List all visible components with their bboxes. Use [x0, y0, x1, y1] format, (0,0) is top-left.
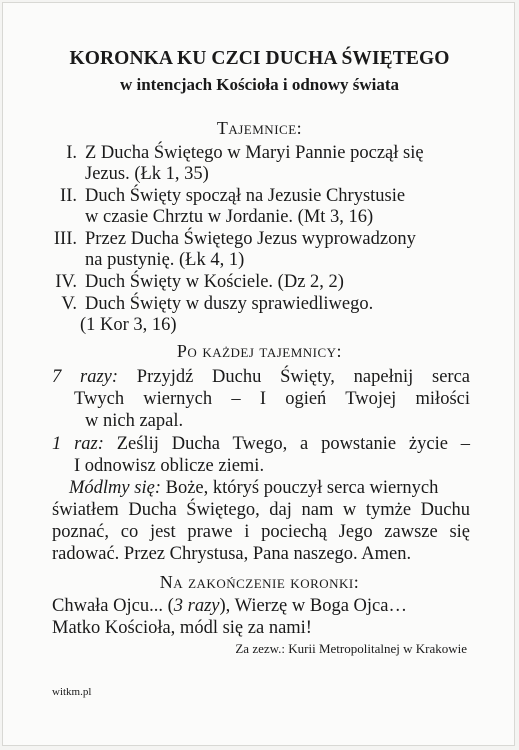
mystery-text: Z Ducha Świętego w Maryi Pannie począł się	[85, 143, 424, 163]
ending-line-2: Matko Kościoła, módl się za nami!	[52, 618, 312, 638]
mystery-number: I.	[66, 143, 77, 163]
prayer-line-3: poznać, co jest prawe i pociechą Jego zawsze się	[52, 522, 470, 542]
after-each-heading: Po każdej tajemnicy:	[176, 341, 343, 361]
prayer-label: Módlmy się	[69, 478, 155, 498]
one-time-line: 1 raz: Ześlij Ducha Twego, a powstanie życie –	[52, 434, 471, 454]
footer-url: witkm.pl	[52, 686, 92, 698]
ending-heading: Na zakończenie koronki:	[159, 572, 360, 592]
page-title: KORONKA KU CZCI DUCHA ŚWIĘTEGO	[69, 48, 450, 69]
mystery-text: Duch Święty w Kościele. (Dz 2, 2)	[85, 272, 344, 292]
prayer-text: Boże, któryś pouczył serca wiernych	[165, 478, 439, 498]
mysteries-heading: Tajemnice:	[216, 118, 303, 138]
prayer-line-4: radować. Przez Chrystusa, Pana naszego. Amen.	[52, 544, 412, 564]
mystery-number: V.	[61, 294, 77, 314]
mystery-text: Duch Święty spoczął na Jezusie Chrystusie	[85, 186, 406, 206]
seven-times-line-2: Twych wiernych – I ogień Twojej miłości	[74, 389, 470, 409]
mystery-number: III.	[53, 229, 77, 249]
one-time-line-2: I odnowisz oblicze ziemi.	[74, 456, 265, 476]
prayer-line-1: Módlmy się: Boże, któryś pouczył serca wiernych	[69, 478, 439, 498]
prayer-line-2: światłem Ducha Świętego, daj nam w tymże Duchu	[52, 500, 470, 520]
mystery-text: na pustynię. (Łk 4, 1)	[85, 250, 245, 270]
mystery-text: w czasie Chrztu w Jordanie. (Mt 3, 16)	[85, 207, 374, 227]
mystery-text: (1 Kor 3, 16)	[80, 315, 177, 335]
approval-note: Za zezw.: Kurii Metropolitalnej w Krakowie	[235, 641, 467, 656]
page-subtitle: w intencjach Kościoła i odnowy świata	[119, 75, 400, 94]
mystery-text: Jezus. (Łk 1, 35)	[85, 164, 209, 184]
seven-times-label: 7 razy	[52, 367, 112, 387]
one-time-label: 1 raz	[52, 434, 98, 454]
mystery-number: IV.	[55, 272, 77, 292]
mystery-text: Duch Święty w duszy sprawiedliwego.	[85, 294, 374, 314]
seven-times-text: Przyjdź Duchu Święty, napełnij serca	[136, 367, 470, 387]
seven-times-line: 7 razy: Przyjdź Duchu Święty, napełnij serca	[52, 367, 470, 387]
mystery-number: II.	[60, 186, 77, 206]
ending-text-a: Chwała Ojcu... (	[52, 596, 174, 616]
ending-text-b: ), Wierzę w Boga Ojca…	[219, 596, 407, 616]
seven-times-line-3: w nich zapal.	[85, 411, 184, 431]
ending-times: 3 razy	[173, 596, 220, 616]
ending-line-1	[52, 596, 407, 617]
mystery-text: Przez Ducha Świętego Jezus wyprowadzony	[85, 229, 416, 249]
one-time-text: Ześlij Ducha Twego, a powstanie życie –	[116, 434, 471, 454]
